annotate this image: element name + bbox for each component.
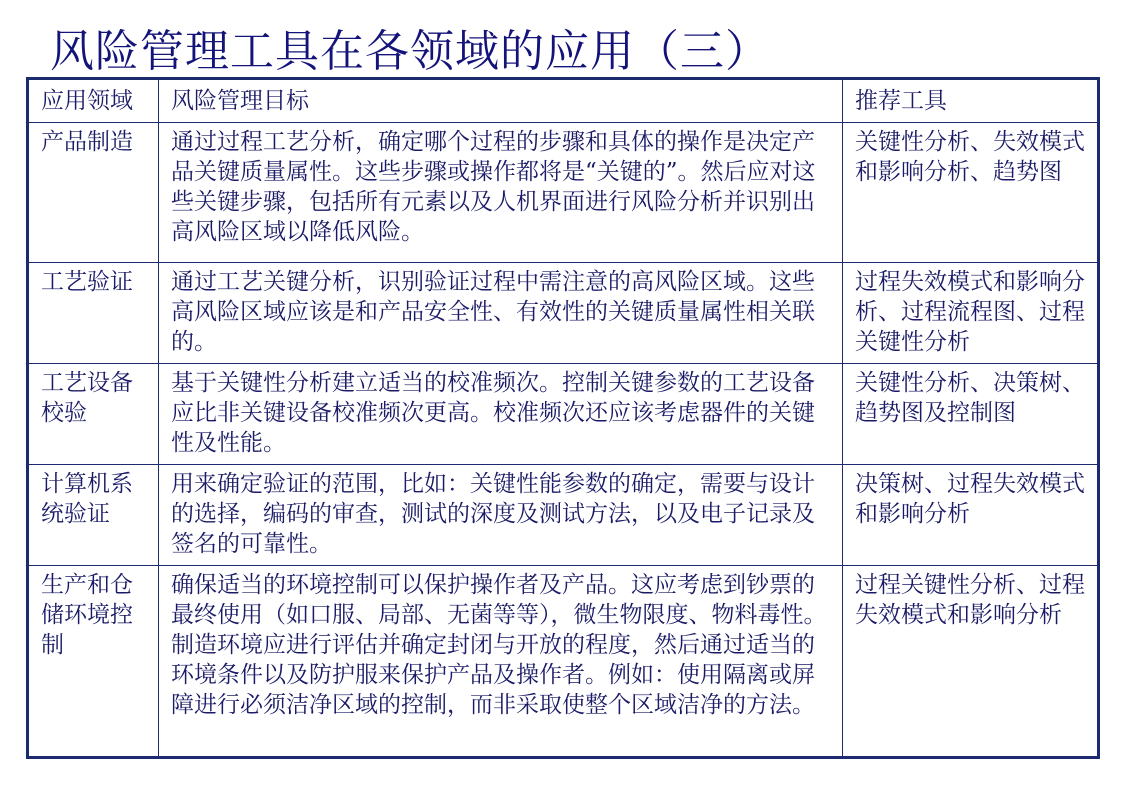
cell-area: 生产和仓储环境控制 bbox=[28, 566, 159, 758]
header-goal: 风险管理目标 bbox=[159, 79, 843, 123]
cell-tools: 关键性分析、失效模式和影响分析、趋势图 bbox=[843, 123, 1099, 263]
cell-area: 计算机系统验证 bbox=[28, 465, 159, 566]
risk-tools-table bbox=[26, 77, 1100, 759]
cell-goal: 通过过程工艺分析，确定哪个过程的步骤和具体的操作是决定产品关键质量属性。这些步骤或操作都将是“关键的”。然后应对这些关键步骤，包括所有元素以及人机界面进行风险分析并识别出高风险区域以降低风险。 bbox=[159, 123, 843, 263]
header-tools: 推荐工具 bbox=[843, 79, 1099, 123]
header-area: 应用领域 bbox=[28, 79, 159, 123]
cell-area: 工艺验证 bbox=[28, 263, 159, 364]
cell-goal: 通过工艺关键分析，识别验证过程中需注意的高风险区域。这些高风险区域应该是和产品安全性、有效性的关键质量属性相关联的。 bbox=[159, 263, 843, 364]
risk-tools-table-container bbox=[26, 77, 1097, 759]
cell-tools: 决策树、过程失效模式和影响分析 bbox=[843, 465, 1099, 566]
table-row bbox=[28, 364, 1099, 465]
cell-goal: 确保适当的环境控制可以保护操作者及产品。这应考虑到钞票的最终使用（如口服、局部、无菌等等），微生物限度、物料毒性。制造环境应进行评估并确定封闭与开放的程度，然后通过适当的环境条件以及防护服来保护产品及操作者。例如：使用隔离或屏障进行必须洁净区域的控制，而非采取使整个区域洁净的方法。 bbox=[159, 566, 843, 758]
cell-goal: 用来确定验证的范围，比如：关键性能参数的确定，需要与设计的选择，编码的审查，测试的深度及测试方法，以及电子记录及签名的可靠性。 bbox=[159, 465, 843, 566]
table-header-row bbox=[28, 79, 1099, 123]
cell-area: 工艺设备校验 bbox=[28, 364, 159, 465]
table-row bbox=[28, 465, 1099, 566]
page-title: 风险管理工具在各领域的应用（三） bbox=[50, 26, 770, 77]
table-row bbox=[28, 566, 1099, 758]
cell-tools: 关键性分析、决策树、趋势图及控制图 bbox=[843, 364, 1099, 465]
cell-tools: 过程关键性分析、过程失效模式和影响分析 bbox=[843, 566, 1099, 758]
table-row bbox=[28, 123, 1099, 263]
cell-goal: 基于关键性分析建立适当的校准频次。控制关键参数的工艺设备应比非关键设备校准频次更高。校准频次还应该考虑器件的关键性及性能。 bbox=[159, 364, 843, 465]
cell-tools: 过程失效模式和影响分析、过程流程图、过程关键性分析 bbox=[843, 263, 1099, 364]
cell-area: 产品制造 bbox=[28, 123, 159, 263]
table-row bbox=[28, 263, 1099, 364]
